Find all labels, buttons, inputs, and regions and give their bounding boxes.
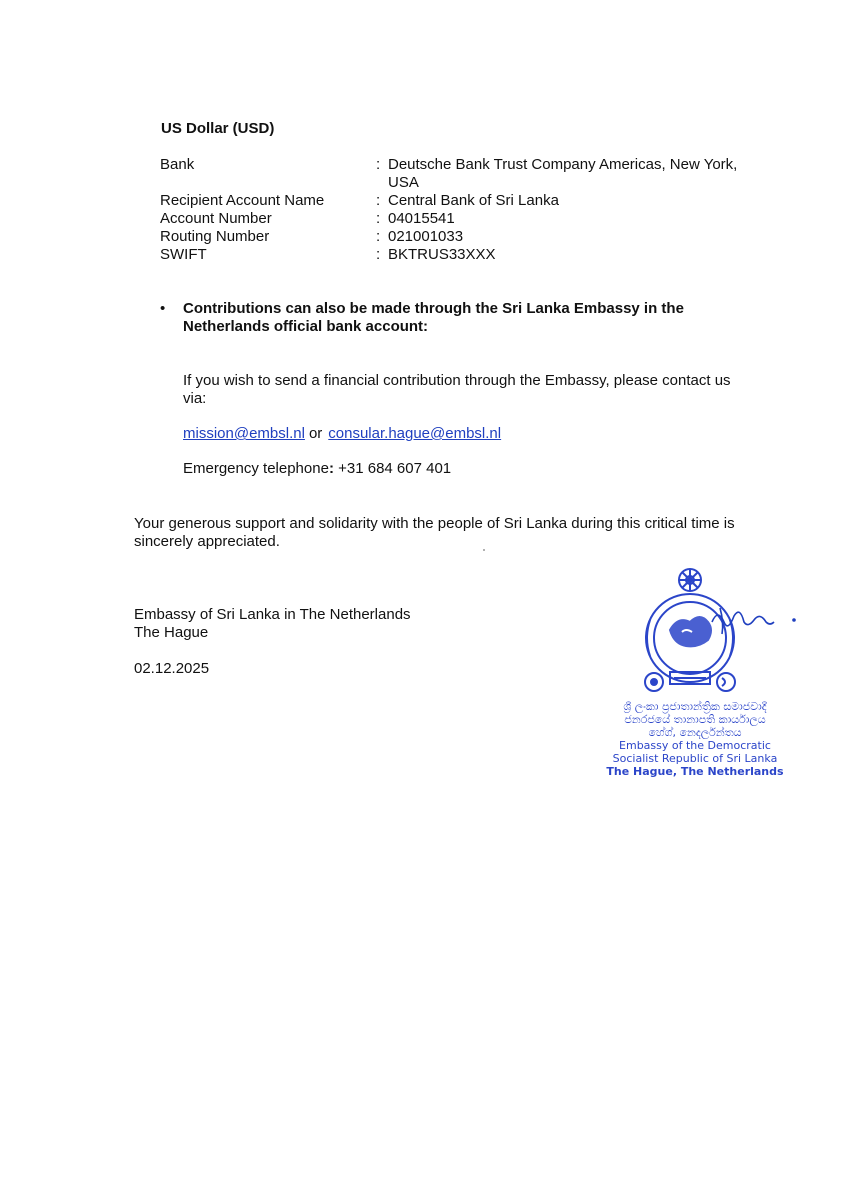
stamp-sinhala-line-3: හේග්, නෙදර්ලන්තය [648, 726, 742, 739]
stamp-sinhala-line-1: ශ්‍රී ලංකා ප්‍රජාතාන්ත්‍රික සමාජවාදී [623, 700, 767, 713]
stamp-english-line-2: Socialist Republic of Sri Lanka [612, 752, 778, 765]
or-word: or [308, 425, 323, 442]
recipient-value: Central Bank of Sri Lanka [388, 192, 559, 209]
bank-row-recipient [160, 192, 760, 210]
handwritten-signature [710, 600, 800, 640]
stamp-english-line-1: Embassy of the Democratic [619, 739, 771, 752]
bank-value: Deutsche Bank Trust Company Americas, New York, USA [388, 156, 738, 191]
bullet-point: • [160, 300, 166, 317]
bank-row-account-number [160, 210, 760, 228]
stamp-text [600, 700, 790, 778]
document-date: 02.12.2025 [134, 660, 210, 677]
separator: : [376, 210, 381, 227]
emergency-label: Emergency telephone [183, 460, 329, 477]
separator: : [376, 192, 381, 209]
consular-email-link[interactable]: consular.hague@embsl.nl [328, 425, 502, 442]
stamp-english-line-3: The Hague, The Netherlands [606, 765, 784, 778]
signature-city: The Hague [134, 624, 209, 641]
emergency-number: +31 684 607 401 [338, 460, 452, 477]
separator: : [376, 156, 381, 173]
support-message: Your generous support and solidarity with the people of Sri Lanka during this critical time is sincerely appreciated. [134, 515, 735, 550]
bank-label: Bank [160, 156, 195, 173]
account-number-value: 04015541 [388, 210, 455, 227]
bullet-text: Contributions can also be made through the Sri Lanka Embassy in the Netherlands official bank account: [183, 300, 684, 335]
account-number-label: Account Number [160, 210, 272, 227]
signature-organization: Embassy of Sri Lanka in The Netherlands [134, 606, 411, 623]
separator: : [376, 228, 381, 245]
speck [483, 549, 485, 551]
routing-number-value: 021001033 [388, 228, 464, 245]
embassy-stamp [600, 560, 800, 800]
currency-section-title: US Dollar (USD) [161, 120, 275, 137]
separator: : [376, 246, 381, 263]
swift-label: SWIFT [160, 246, 207, 263]
routing-number-label: Routing Number [160, 228, 270, 245]
emergency-telephone [183, 460, 451, 478]
swift-value: BKTRUS33XXX [388, 246, 496, 263]
emergency-colon: : [328, 460, 334, 477]
recipient-label: Recipient Account Name [160, 192, 325, 209]
bank-details-table [160, 156, 760, 264]
mission-email-link[interactable]: mission@embsl.nl [183, 425, 305, 442]
email-line [183, 425, 501, 443]
bank-row-bank [160, 156, 760, 192]
bank-row-routing-number [160, 228, 760, 246]
stamp-sinhala-line-2: ජනරජයේ තානාපති කාර්යාලය [624, 713, 766, 726]
contact-intro: If you wish to send a financial contribution through the Embassy, please contact us via: [183, 372, 731, 407]
bank-row-swift [160, 246, 760, 264]
